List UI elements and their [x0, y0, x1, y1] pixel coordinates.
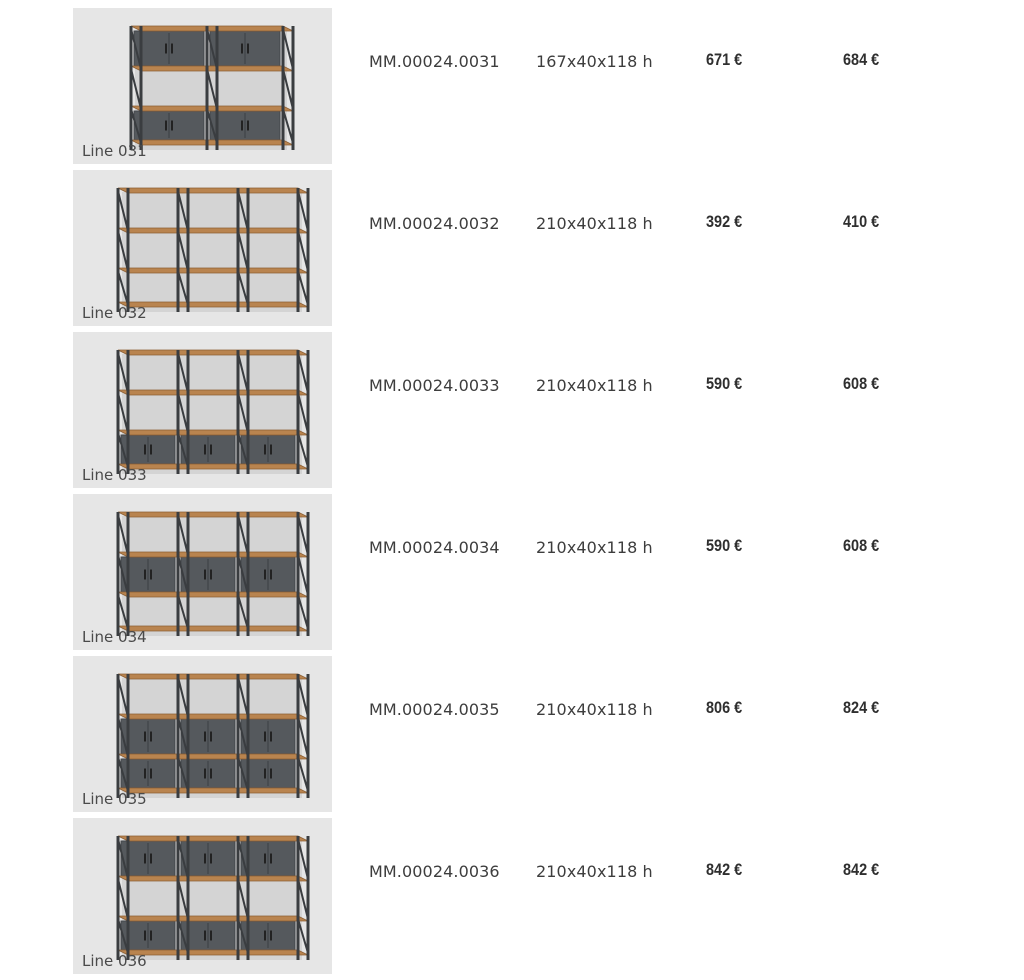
product-code: MM.00024.0035: [369, 700, 500, 719]
shelf-illustration: [73, 332, 332, 488]
shelf-board: [131, 140, 293, 145]
product-label: Line 034: [82, 628, 147, 646]
product-row-0: [0, 8, 1024, 165]
price-secondary: 684 €: [843, 50, 880, 69]
price-primary: 671 €: [706, 50, 743, 69]
shelf-board: [118, 674, 308, 679]
shelf-board: [118, 916, 308, 921]
product-code: MM.00024.0033: [369, 376, 500, 395]
product-label: Line 032: [82, 304, 147, 322]
product-row-4: [0, 656, 1024, 813]
shelf-board: [118, 430, 308, 435]
shelf-board: [118, 876, 308, 881]
product-dimensions: 210x40x118 h: [536, 862, 653, 881]
product-label: Line 033: [82, 466, 147, 484]
price-primary: 590 €: [706, 536, 743, 555]
product-code: MM.00024.0032: [369, 214, 500, 233]
price-secondary: 842 €: [843, 860, 880, 879]
shelf-board: [118, 714, 308, 719]
product-image[interactable]: [73, 494, 332, 650]
product-row-1: [0, 170, 1024, 327]
product-row-5: [0, 818, 1024, 975]
shelf-illustration: [73, 818, 332, 974]
price-secondary: 608 €: [843, 374, 880, 393]
shelf-illustration: [73, 656, 332, 812]
shelf-illustration: [73, 494, 332, 650]
shelf-board: [118, 512, 308, 517]
product-row-3: [0, 494, 1024, 651]
shelf-board: [118, 592, 308, 597]
product-dimensions: 167x40x118 h: [536, 52, 653, 71]
price-primary: 806 €: [706, 698, 743, 717]
price-secondary: 410 €: [843, 212, 880, 231]
product-row-2: [0, 332, 1024, 489]
product-code: MM.00024.0034: [369, 538, 500, 557]
shelf-board: [118, 188, 308, 193]
product-image[interactable]: [73, 818, 332, 974]
product-code: MM.00024.0036: [369, 862, 500, 881]
shelf-board: [118, 228, 308, 233]
product-image[interactable]: [73, 170, 332, 326]
shelf-illustration: [73, 8, 332, 164]
shelf-board: [118, 754, 308, 759]
product-label: Line 031: [82, 142, 147, 160]
price-secondary: 824 €: [843, 698, 880, 717]
shelf-board: [118, 268, 308, 273]
price-primary: 392 €: [706, 212, 743, 231]
shelf-board: [131, 26, 293, 31]
shelf-board: [118, 390, 308, 395]
shelf-board: [118, 350, 308, 355]
product-dimensions: 210x40x118 h: [536, 214, 653, 233]
product-dimensions: 210x40x118 h: [536, 700, 653, 719]
price-secondary: 608 €: [843, 536, 880, 555]
price-primary: 842 €: [706, 860, 743, 879]
shelf-illustration: [73, 170, 332, 326]
product-dimensions: 210x40x118 h: [536, 376, 653, 395]
product-image[interactable]: [73, 656, 332, 812]
product-label: Line 036: [82, 952, 147, 970]
shelf-board: [118, 836, 308, 841]
product-dimensions: 210x40x118 h: [536, 538, 653, 557]
product-image[interactable]: [73, 332, 332, 488]
product-code: MM.00024.0031: [369, 52, 500, 71]
shelf-board: [131, 66, 293, 71]
shelf-board: [118, 552, 308, 557]
product-image[interactable]: [73, 8, 332, 164]
price-primary: 590 €: [706, 374, 743, 393]
product-label: Line 035: [82, 790, 147, 808]
shelf-board: [131, 106, 293, 111]
